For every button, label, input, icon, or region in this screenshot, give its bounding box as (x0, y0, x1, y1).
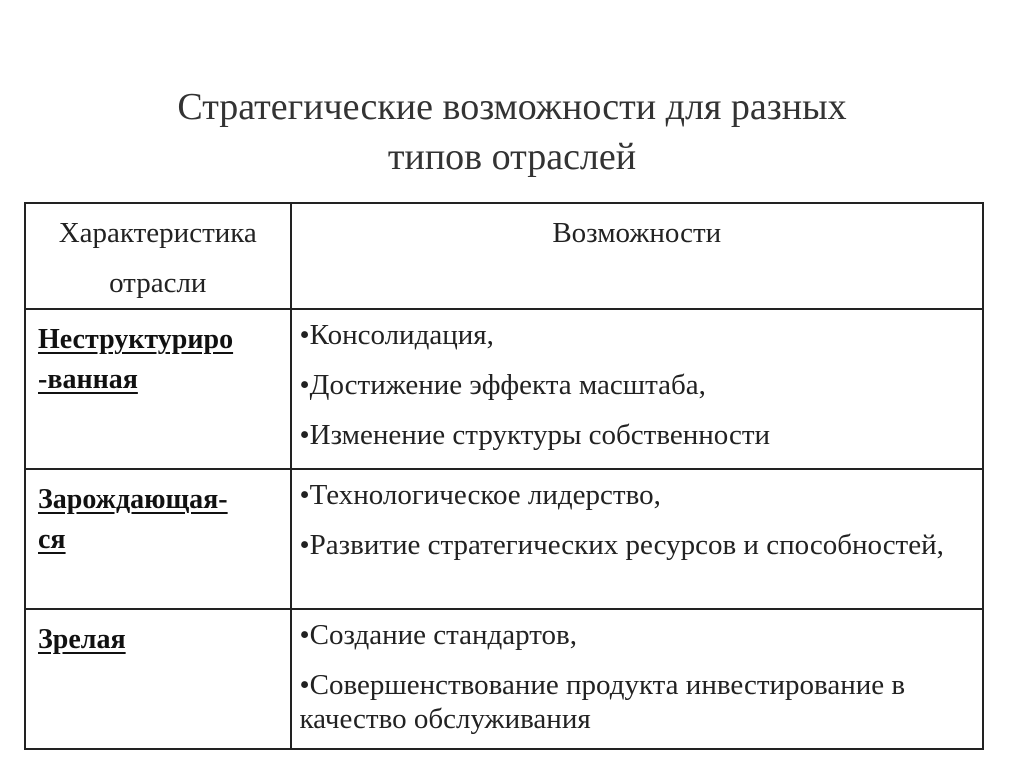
list-item: •Совершенствование продукта инвестирование в качество обслуживания (299, 669, 906, 735)
opportunities-cell (291, 609, 983, 749)
industry-type-label (26, 470, 290, 560)
header-col2-label: Возможности (552, 217, 722, 249)
list-item: •Технологическое лидерство, (299, 479, 661, 511)
header-col1-line-1: Характеристика (58, 217, 257, 249)
list-item: •Изменение структуры собственности (299, 419, 771, 451)
list-item: •Достижение эффекта масштаба, (299, 369, 706, 401)
slide-title (0, 82, 1024, 182)
industry-type-line-1: Зарождающая- (38, 484, 228, 515)
slide-title-line-1: Стратегические возможности для разных (177, 86, 847, 128)
opportunities-cell (291, 469, 983, 609)
industry-type-line-2: ся (38, 524, 66, 555)
industry-type-label (26, 310, 290, 400)
table-header-row (25, 203, 983, 309)
industry-type-cell (25, 469, 291, 609)
industry-type-line-2: -ванная (38, 364, 138, 395)
slide-title-line-2: типов отраслей (387, 136, 637, 178)
table-row (25, 309, 983, 469)
opportunities-list (292, 610, 982, 736)
industry-type-cell (25, 309, 291, 469)
industry-type-line-1: Неструктуриро (38, 324, 234, 355)
table-row (25, 609, 983, 749)
strategy-table (24, 202, 984, 750)
industry-type-label (26, 610, 290, 660)
opportunities-list (292, 470, 982, 562)
list-item: •Создание стандартов, (299, 619, 577, 651)
industry-type-line-1: Зрелая (38, 624, 126, 655)
header-industry-characteristic (25, 203, 291, 309)
opportunities-cell (291, 309, 983, 469)
header-col1-line-2: отрасли (109, 267, 207, 299)
industry-type-cell (25, 609, 291, 749)
list-item: •Консолидация, (299, 319, 494, 351)
opportunities-list (292, 310, 982, 452)
list-item: •Развитие стратегических ресурсов и способностей, (299, 529, 944, 561)
table-row (25, 469, 983, 609)
header-opportunities (291, 203, 983, 309)
